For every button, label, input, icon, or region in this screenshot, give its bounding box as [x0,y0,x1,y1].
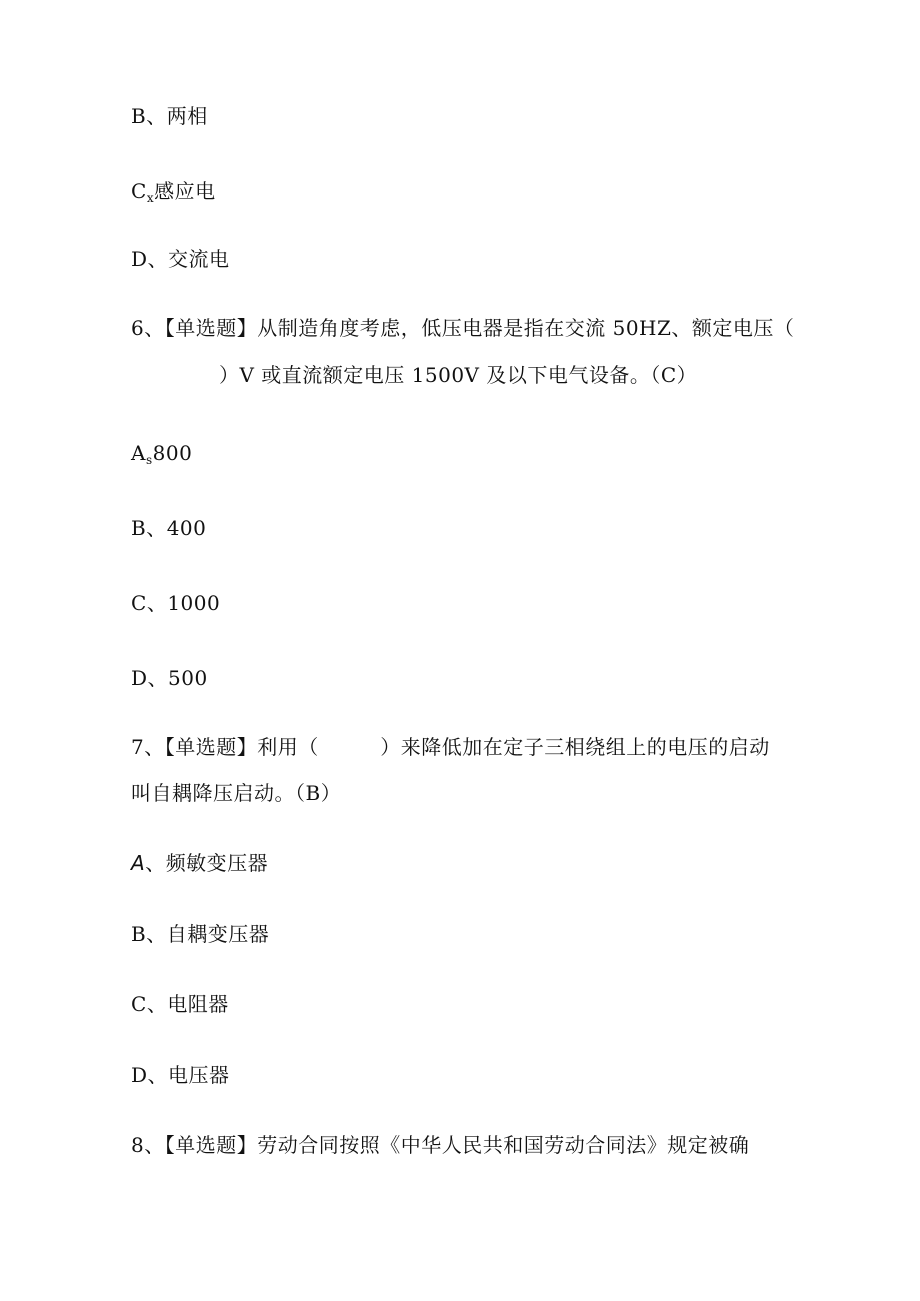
option-separator: x [146,191,155,205]
option-text: 两相 [166,104,208,128]
q7-option-b [131,920,269,948]
question-number: 8、 [131,1133,165,1157]
question-text: 叫自耦降压启动。（B） [131,781,342,805]
option-text: 电压器 [168,1063,230,1087]
q7-stem-line1 [131,733,770,761]
option-separator: 、 [146,104,167,128]
question-type: 【单选题】 [164,735,258,759]
option-text: 500 [168,666,208,690]
option-separator: 、 [146,922,167,946]
question-text: 劳动合同按照《中华人民共和国劳动合同法》规定被确 [257,1133,750,1157]
option-text: 800 [152,441,193,465]
q7-option-d [131,1061,230,1089]
option-text: 1000 [167,591,221,615]
q6-option-d [131,664,208,692]
option-letter: B [131,104,147,128]
option-letter: D [131,247,148,271]
option-letter: B [131,516,147,540]
option-text: 自耦变压器 [166,922,270,946]
option-text: 电阻器 [167,992,229,1016]
option-separator: 、 [145,851,166,875]
q6-option-c [131,589,220,617]
option-separator: 、 [146,992,168,1016]
option-text: 感应电 [154,179,216,203]
question-text: 利用（ ）来降低加在定子三相绕组上的电压的启动 [257,735,770,759]
q8-stem-line1 [131,1131,749,1159]
question-type: 【单选题】 [164,1133,258,1157]
question-number: 6、 [131,316,165,340]
option-separator: s [145,453,153,467]
option-separator: 、 [147,1063,169,1087]
option-letter: A [131,441,146,465]
q7-option-a [131,849,268,877]
question-number: 7、 [131,735,165,759]
option-text: 400 [166,516,207,540]
option-separator: 、 [147,247,169,271]
option-separator: 、 [147,666,169,690]
option-letter: D [131,1063,148,1087]
option-letter: C [131,591,147,615]
option-letter: A [131,851,146,875]
option-separator: 、 [146,591,168,615]
q6-option-b [131,514,206,542]
q6-stem-line1 [131,314,794,342]
question-text: 从制造角度考虑，低压电器是指在交流 50HZ、额定电压（ [257,316,795,340]
q5-option-b [131,102,208,130]
question-text: ）V 或直流额定电压 1500V 及以下电气设备。（C） [219,363,698,387]
option-letter: B [131,922,147,946]
q5-option-c [131,177,216,212]
q6-option-a [131,439,192,474]
option-letter: C [131,179,147,203]
q6-stem-line2 [219,361,697,389]
option-separator: 、 [146,516,167,540]
q7-option-c [131,990,229,1018]
question-type: 【单选题】 [164,316,258,340]
q5-option-d [131,245,230,273]
q7-stem-line2 [131,779,341,807]
option-letter: D [131,666,148,690]
option-text: 交流电 [168,247,230,271]
option-text: 频敏变压器 [165,851,269,875]
option-letter: C [131,992,147,1016]
